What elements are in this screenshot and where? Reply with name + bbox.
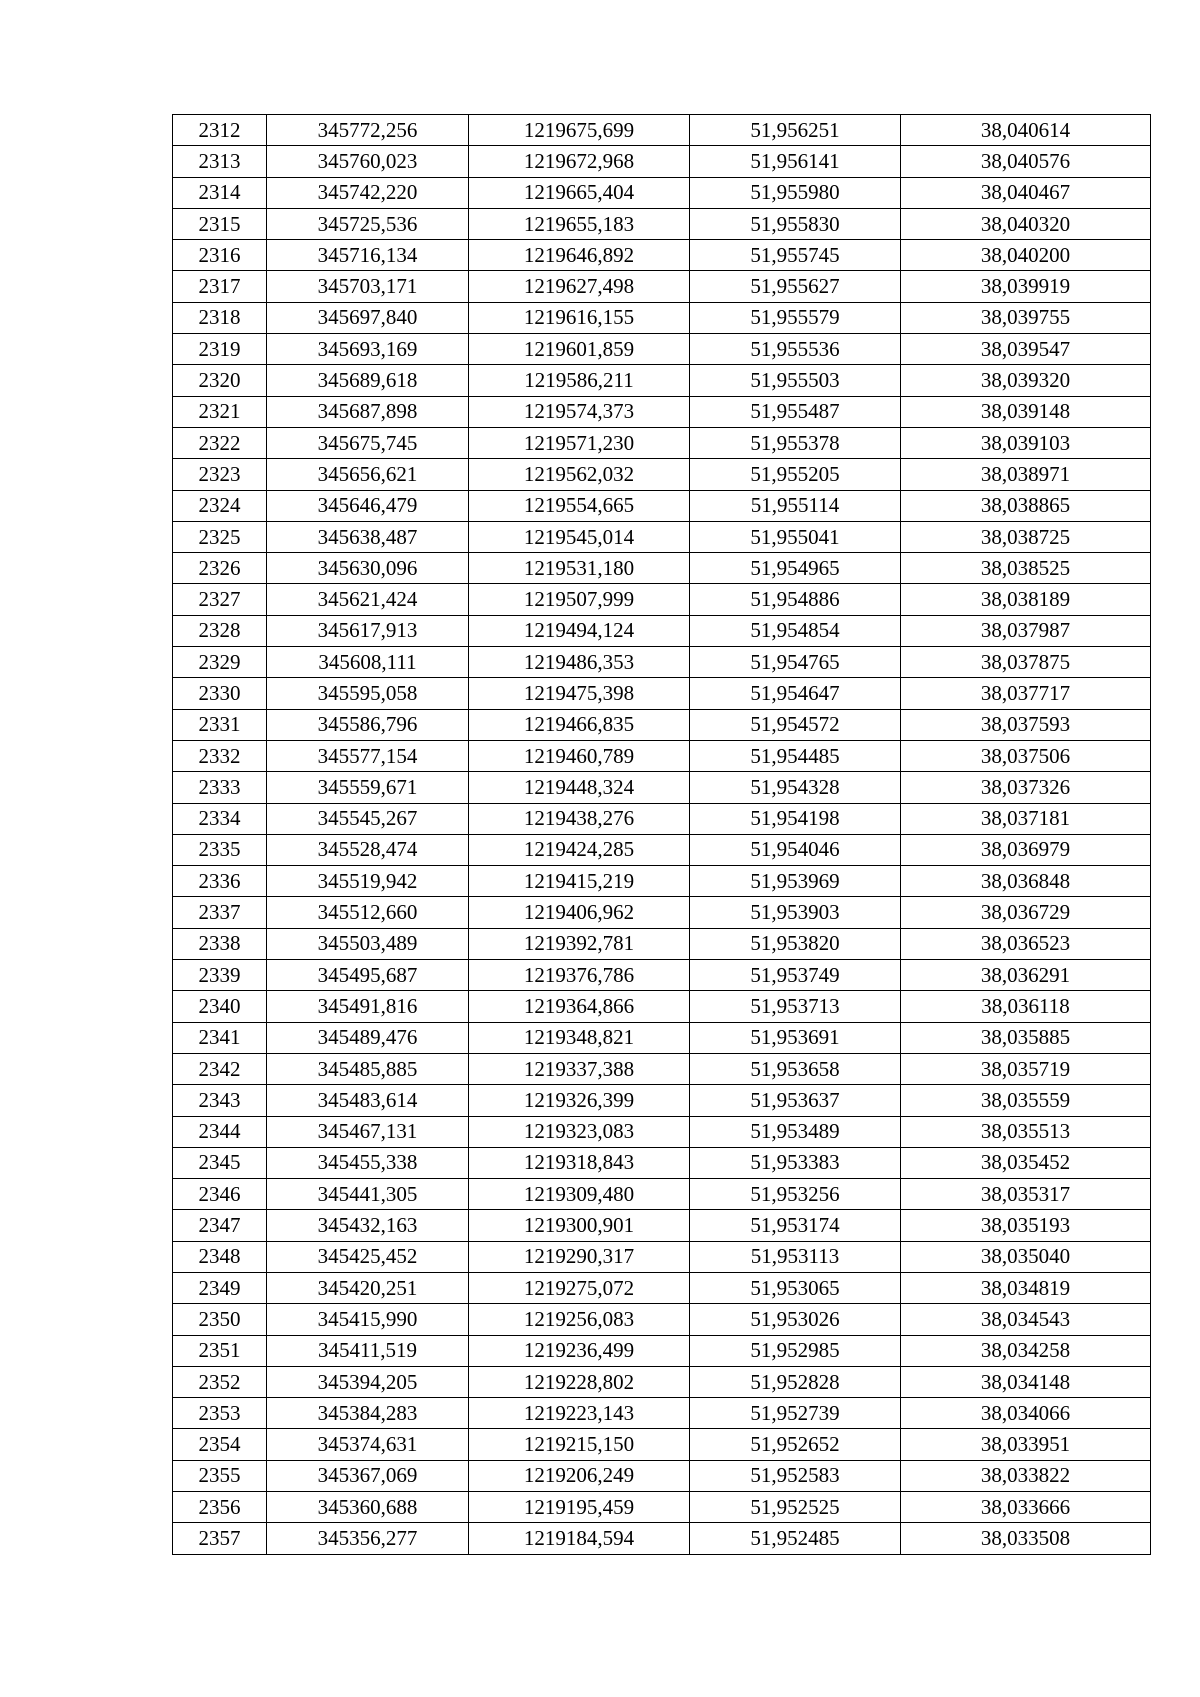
table-row (173, 803, 1151, 834)
longitude-cell: 38,040320 (901, 208, 1151, 239)
longitude-cell: 38,037987 (901, 615, 1151, 646)
point-number-cell: 2312 (173, 115, 267, 146)
table-row (173, 866, 1151, 897)
point-number-cell: 2347 (173, 1210, 267, 1241)
longitude-cell: 38,035513 (901, 1116, 1151, 1147)
point-number-cell: 2327 (173, 584, 267, 615)
y-coordinate-cell: 1219184,594 (469, 1523, 690, 1554)
point-number-cell: 2316 (173, 240, 267, 271)
x-coordinate-cell: 345687,898 (267, 396, 469, 427)
x-coordinate-cell: 345586,796 (267, 709, 469, 740)
y-coordinate-cell: 1219574,373 (469, 396, 690, 427)
y-coordinate-cell: 1219326,399 (469, 1085, 690, 1116)
table-row (173, 1210, 1151, 1241)
latitude-cell: 51,953820 (690, 928, 901, 959)
longitude-cell: 38,035559 (901, 1085, 1151, 1116)
latitude-cell: 51,955536 (690, 334, 901, 365)
x-coordinate-cell: 345545,267 (267, 803, 469, 834)
x-coordinate-cell: 345656,621 (267, 459, 469, 490)
x-coordinate-cell: 345394,205 (267, 1366, 469, 1397)
x-coordinate-cell: 345742,220 (267, 177, 469, 208)
point-number-cell: 2343 (173, 1085, 267, 1116)
longitude-cell: 38,037506 (901, 740, 1151, 771)
y-coordinate-cell: 1219665,404 (469, 177, 690, 208)
point-number-cell: 2338 (173, 928, 267, 959)
point-number-cell: 2314 (173, 177, 267, 208)
longitude-cell: 38,035452 (901, 1147, 1151, 1178)
point-number-cell: 2339 (173, 960, 267, 991)
x-coordinate-cell: 345489,476 (267, 1022, 469, 1053)
x-coordinate-cell: 345621,424 (267, 584, 469, 615)
latitude-cell: 51,952525 (690, 1492, 901, 1523)
longitude-cell: 38,034066 (901, 1398, 1151, 1429)
point-number-cell: 2336 (173, 866, 267, 897)
latitude-cell: 51,954647 (690, 678, 901, 709)
table-row (173, 177, 1151, 208)
point-number-cell: 2340 (173, 991, 267, 1022)
x-coordinate-cell: 345528,474 (267, 834, 469, 865)
table-row (173, 1272, 1151, 1303)
longitude-cell: 38,040614 (901, 115, 1151, 146)
latitude-cell: 51,952583 (690, 1460, 901, 1491)
coordinates-table-body (173, 115, 1151, 1555)
point-number-cell: 2342 (173, 1053, 267, 1084)
longitude-cell: 38,033951 (901, 1429, 1151, 1460)
latitude-cell: 51,954485 (690, 740, 901, 771)
latitude-cell: 51,953658 (690, 1053, 901, 1084)
x-coordinate-cell: 345483,614 (267, 1085, 469, 1116)
point-number-cell: 2353 (173, 1398, 267, 1429)
table-row (173, 1116, 1151, 1147)
longitude-cell: 38,033822 (901, 1460, 1151, 1491)
point-number-cell: 2341 (173, 1022, 267, 1053)
longitude-cell: 38,037875 (901, 647, 1151, 678)
table-row (173, 584, 1151, 615)
y-coordinate-cell: 1219466,835 (469, 709, 690, 740)
y-coordinate-cell: 1219323,083 (469, 1116, 690, 1147)
y-coordinate-cell: 1219392,781 (469, 928, 690, 959)
x-coordinate-cell: 345703,171 (267, 271, 469, 302)
coordinates-table (172, 114, 1151, 1555)
table-row (173, 1179, 1151, 1210)
y-coordinate-cell: 1219348,821 (469, 1022, 690, 1053)
x-coordinate-cell: 345595,058 (267, 678, 469, 709)
point-number-cell: 2332 (173, 740, 267, 771)
longitude-cell: 38,037717 (901, 678, 1151, 709)
latitude-cell: 51,954765 (690, 647, 901, 678)
latitude-cell: 51,953969 (690, 866, 901, 897)
x-coordinate-cell: 345503,489 (267, 928, 469, 959)
latitude-cell: 51,955205 (690, 459, 901, 490)
table-row (173, 208, 1151, 239)
x-coordinate-cell: 345630,096 (267, 553, 469, 584)
table-row (173, 271, 1151, 302)
y-coordinate-cell: 1219646,892 (469, 240, 690, 271)
y-coordinate-cell: 1219672,968 (469, 146, 690, 177)
x-coordinate-cell: 345716,134 (267, 240, 469, 271)
latitude-cell: 51,954965 (690, 553, 901, 584)
longitude-cell: 38,036729 (901, 897, 1151, 928)
point-number-cell: 2334 (173, 803, 267, 834)
table-row (173, 834, 1151, 865)
y-coordinate-cell: 1219438,276 (469, 803, 690, 834)
x-coordinate-cell: 345760,023 (267, 146, 469, 177)
y-coordinate-cell: 1219460,789 (469, 740, 690, 771)
point-number-cell: 2313 (173, 146, 267, 177)
longitude-cell: 38,034258 (901, 1335, 1151, 1366)
latitude-cell: 51,956141 (690, 146, 901, 177)
y-coordinate-cell: 1219376,786 (469, 960, 690, 991)
longitude-cell: 38,039320 (901, 365, 1151, 396)
x-coordinate-cell: 345491,816 (267, 991, 469, 1022)
latitude-cell: 51,955503 (690, 365, 901, 396)
y-coordinate-cell: 1219364,866 (469, 991, 690, 1022)
longitude-cell: 38,037326 (901, 772, 1151, 803)
y-coordinate-cell: 1219236,499 (469, 1335, 690, 1366)
x-coordinate-cell: 345725,536 (267, 208, 469, 239)
x-coordinate-cell: 345360,688 (267, 1492, 469, 1523)
longitude-cell: 38,034148 (901, 1366, 1151, 1397)
latitude-cell: 51,955041 (690, 521, 901, 552)
x-coordinate-cell: 345689,618 (267, 365, 469, 396)
latitude-cell: 51,953903 (690, 897, 901, 928)
x-coordinate-cell: 345495,687 (267, 960, 469, 991)
table-row (173, 553, 1151, 584)
longitude-cell: 38,035719 (901, 1053, 1151, 1084)
point-number-cell: 2351 (173, 1335, 267, 1366)
latitude-cell: 51,953489 (690, 1116, 901, 1147)
latitude-cell: 51,955980 (690, 177, 901, 208)
table-row (173, 615, 1151, 646)
point-number-cell: 2348 (173, 1241, 267, 1272)
latitude-cell: 51,952485 (690, 1523, 901, 1554)
longitude-cell: 38,036848 (901, 866, 1151, 897)
table-row (173, 302, 1151, 333)
table-row (173, 1523, 1151, 1554)
table-row (173, 1022, 1151, 1053)
y-coordinate-cell: 1219586,211 (469, 365, 690, 396)
x-coordinate-cell: 345374,631 (267, 1429, 469, 1460)
table-row (173, 427, 1151, 458)
table-row (173, 1492, 1151, 1523)
latitude-cell: 51,953713 (690, 991, 901, 1022)
y-coordinate-cell: 1219300,901 (469, 1210, 690, 1241)
point-number-cell: 2326 (173, 553, 267, 584)
longitude-cell: 38,038865 (901, 490, 1151, 521)
point-number-cell: 2337 (173, 897, 267, 928)
y-coordinate-cell: 1219223,143 (469, 1398, 690, 1429)
point-number-cell: 2357 (173, 1523, 267, 1554)
latitude-cell: 51,952652 (690, 1429, 901, 1460)
latitude-cell: 51,955745 (690, 240, 901, 271)
latitude-cell: 51,955579 (690, 302, 901, 333)
table-row (173, 1460, 1151, 1491)
x-coordinate-cell: 345608,111 (267, 647, 469, 678)
y-coordinate-cell: 1219215,150 (469, 1429, 690, 1460)
y-coordinate-cell: 1219627,498 (469, 271, 690, 302)
longitude-cell: 38,040200 (901, 240, 1151, 271)
table-row (173, 960, 1151, 991)
latitude-cell: 51,953256 (690, 1179, 901, 1210)
longitude-cell: 38,039755 (901, 302, 1151, 333)
longitude-cell: 38,038725 (901, 521, 1151, 552)
point-number-cell: 2344 (173, 1116, 267, 1147)
table-row (173, 240, 1151, 271)
table-row (173, 772, 1151, 803)
latitude-cell: 51,954046 (690, 834, 901, 865)
y-coordinate-cell: 1219675,699 (469, 115, 690, 146)
point-number-cell: 2323 (173, 459, 267, 490)
longitude-cell: 38,036523 (901, 928, 1151, 959)
table-row (173, 928, 1151, 959)
table-row (173, 1366, 1151, 1397)
y-coordinate-cell: 1219571,230 (469, 427, 690, 458)
table-row (173, 1335, 1151, 1366)
x-coordinate-cell: 345420,251 (267, 1272, 469, 1303)
longitude-cell: 38,036979 (901, 834, 1151, 865)
x-coordinate-cell: 345356,277 (267, 1523, 469, 1554)
y-coordinate-cell: 1219195,459 (469, 1492, 690, 1523)
x-coordinate-cell: 345367,069 (267, 1460, 469, 1491)
point-number-cell: 2324 (173, 490, 267, 521)
longitude-cell: 38,039547 (901, 334, 1151, 365)
table-row (173, 365, 1151, 396)
latitude-cell: 51,953383 (690, 1147, 901, 1178)
y-coordinate-cell: 1219318,843 (469, 1147, 690, 1178)
point-number-cell: 2318 (173, 302, 267, 333)
table-row (173, 897, 1151, 928)
longitude-cell: 38,033508 (901, 1523, 1151, 1554)
y-coordinate-cell: 1219228,802 (469, 1366, 690, 1397)
longitude-cell: 38,037593 (901, 709, 1151, 740)
point-number-cell: 2331 (173, 709, 267, 740)
longitude-cell: 38,035317 (901, 1179, 1151, 1210)
longitude-cell: 38,039148 (901, 396, 1151, 427)
latitude-cell: 51,953637 (690, 1085, 901, 1116)
latitude-cell: 51,954886 (690, 584, 901, 615)
point-number-cell: 2317 (173, 271, 267, 302)
point-number-cell: 2325 (173, 521, 267, 552)
table-row (173, 1085, 1151, 1116)
table-row (173, 521, 1151, 552)
table-row (173, 396, 1151, 427)
latitude-cell: 51,952828 (690, 1366, 901, 1397)
y-coordinate-cell: 1219531,180 (469, 553, 690, 584)
x-coordinate-cell: 345577,154 (267, 740, 469, 771)
point-number-cell: 2346 (173, 1179, 267, 1210)
y-coordinate-cell: 1219337,388 (469, 1053, 690, 1084)
y-coordinate-cell: 1219486,353 (469, 647, 690, 678)
table-row (173, 740, 1151, 771)
latitude-cell: 51,955114 (690, 490, 901, 521)
y-coordinate-cell: 1219309,480 (469, 1179, 690, 1210)
y-coordinate-cell: 1219545,014 (469, 521, 690, 552)
longitude-cell: 38,035885 (901, 1022, 1151, 1053)
point-number-cell: 2352 (173, 1366, 267, 1397)
table-row (173, 647, 1151, 678)
table-row (173, 1241, 1151, 1272)
x-coordinate-cell: 345693,169 (267, 334, 469, 365)
point-number-cell: 2329 (173, 647, 267, 678)
point-number-cell: 2320 (173, 365, 267, 396)
y-coordinate-cell: 1219601,859 (469, 334, 690, 365)
latitude-cell: 51,954572 (690, 709, 901, 740)
table-row (173, 115, 1151, 146)
x-coordinate-cell: 345646,479 (267, 490, 469, 521)
longitude-cell: 38,034819 (901, 1272, 1151, 1303)
y-coordinate-cell: 1219507,999 (469, 584, 690, 615)
point-number-cell: 2354 (173, 1429, 267, 1460)
longitude-cell: 38,035040 (901, 1241, 1151, 1272)
longitude-cell: 38,040576 (901, 146, 1151, 177)
x-coordinate-cell: 345485,885 (267, 1053, 469, 1084)
latitude-cell: 51,953174 (690, 1210, 901, 1241)
y-coordinate-cell: 1219616,155 (469, 302, 690, 333)
table-row (173, 490, 1151, 521)
x-coordinate-cell: 345425,452 (267, 1241, 469, 1272)
y-coordinate-cell: 1219424,285 (469, 834, 690, 865)
table-row (173, 709, 1151, 740)
x-coordinate-cell: 345519,942 (267, 866, 469, 897)
y-coordinate-cell: 1219415,219 (469, 866, 690, 897)
y-coordinate-cell: 1219554,665 (469, 490, 690, 521)
longitude-cell: 38,037181 (901, 803, 1151, 834)
y-coordinate-cell: 1219562,032 (469, 459, 690, 490)
x-coordinate-cell: 345772,256 (267, 115, 469, 146)
y-coordinate-cell: 1219494,124 (469, 615, 690, 646)
y-coordinate-cell: 1219475,398 (469, 678, 690, 709)
point-number-cell: 2335 (173, 834, 267, 865)
x-coordinate-cell: 345441,305 (267, 1179, 469, 1210)
table-row (173, 459, 1151, 490)
latitude-cell: 51,953691 (690, 1022, 901, 1053)
longitude-cell: 38,040467 (901, 177, 1151, 208)
latitude-cell: 51,953113 (690, 1241, 901, 1272)
point-number-cell: 2330 (173, 678, 267, 709)
latitude-cell: 51,952985 (690, 1335, 901, 1366)
longitude-cell: 38,036291 (901, 960, 1151, 991)
latitude-cell: 51,955378 (690, 427, 901, 458)
x-coordinate-cell: 345638,487 (267, 521, 469, 552)
latitude-cell: 51,954198 (690, 803, 901, 834)
table-row (173, 1398, 1151, 1429)
point-number-cell: 2350 (173, 1304, 267, 1335)
x-coordinate-cell: 345467,131 (267, 1116, 469, 1147)
point-number-cell: 2315 (173, 208, 267, 239)
point-number-cell: 2328 (173, 615, 267, 646)
table-row (173, 1429, 1151, 1460)
longitude-cell: 38,038525 (901, 553, 1151, 584)
point-number-cell: 2356 (173, 1492, 267, 1523)
x-coordinate-cell: 345411,519 (267, 1335, 469, 1366)
y-coordinate-cell: 1219655,183 (469, 208, 690, 239)
point-number-cell: 2321 (173, 396, 267, 427)
x-coordinate-cell: 345415,990 (267, 1304, 469, 1335)
x-coordinate-cell: 345384,283 (267, 1398, 469, 1429)
longitude-cell: 38,033666 (901, 1492, 1151, 1523)
table-row (173, 334, 1151, 365)
table-row (173, 991, 1151, 1022)
point-number-cell: 2355 (173, 1460, 267, 1491)
x-coordinate-cell: 345675,745 (267, 427, 469, 458)
x-coordinate-cell: 345617,913 (267, 615, 469, 646)
latitude-cell: 51,952739 (690, 1398, 901, 1429)
y-coordinate-cell: 1219290,317 (469, 1241, 690, 1272)
longitude-cell: 38,036118 (901, 991, 1151, 1022)
y-coordinate-cell: 1219406,962 (469, 897, 690, 928)
point-number-cell: 2319 (173, 334, 267, 365)
x-coordinate-cell: 345455,338 (267, 1147, 469, 1178)
longitude-cell: 38,034543 (901, 1304, 1151, 1335)
longitude-cell: 38,039103 (901, 427, 1151, 458)
point-number-cell: 2349 (173, 1272, 267, 1303)
x-coordinate-cell: 345697,840 (267, 302, 469, 333)
table-row (173, 1304, 1151, 1335)
latitude-cell: 51,953026 (690, 1304, 901, 1335)
point-number-cell: 2333 (173, 772, 267, 803)
longitude-cell: 38,038971 (901, 459, 1151, 490)
latitude-cell: 51,953749 (690, 960, 901, 991)
latitude-cell: 51,954328 (690, 772, 901, 803)
table-row (173, 1147, 1151, 1178)
x-coordinate-cell: 345512,660 (267, 897, 469, 928)
latitude-cell: 51,955627 (690, 271, 901, 302)
longitude-cell: 38,038189 (901, 584, 1151, 615)
table-row (173, 1053, 1151, 1084)
x-coordinate-cell: 345559,671 (267, 772, 469, 803)
table-row (173, 146, 1151, 177)
point-number-cell: 2345 (173, 1147, 267, 1178)
longitude-cell: 38,035193 (901, 1210, 1151, 1241)
y-coordinate-cell: 1219448,324 (469, 772, 690, 803)
latitude-cell: 51,953065 (690, 1272, 901, 1303)
longitude-cell: 38,039919 (901, 271, 1151, 302)
latitude-cell: 51,955830 (690, 208, 901, 239)
latitude-cell: 51,955487 (690, 396, 901, 427)
y-coordinate-cell: 1219206,249 (469, 1460, 690, 1491)
x-coordinate-cell: 345432,163 (267, 1210, 469, 1241)
y-coordinate-cell: 1219256,083 (469, 1304, 690, 1335)
y-coordinate-cell: 1219275,072 (469, 1272, 690, 1303)
table-row (173, 678, 1151, 709)
latitude-cell: 51,956251 (690, 115, 901, 146)
point-number-cell: 2322 (173, 427, 267, 458)
latitude-cell: 51,954854 (690, 615, 901, 646)
